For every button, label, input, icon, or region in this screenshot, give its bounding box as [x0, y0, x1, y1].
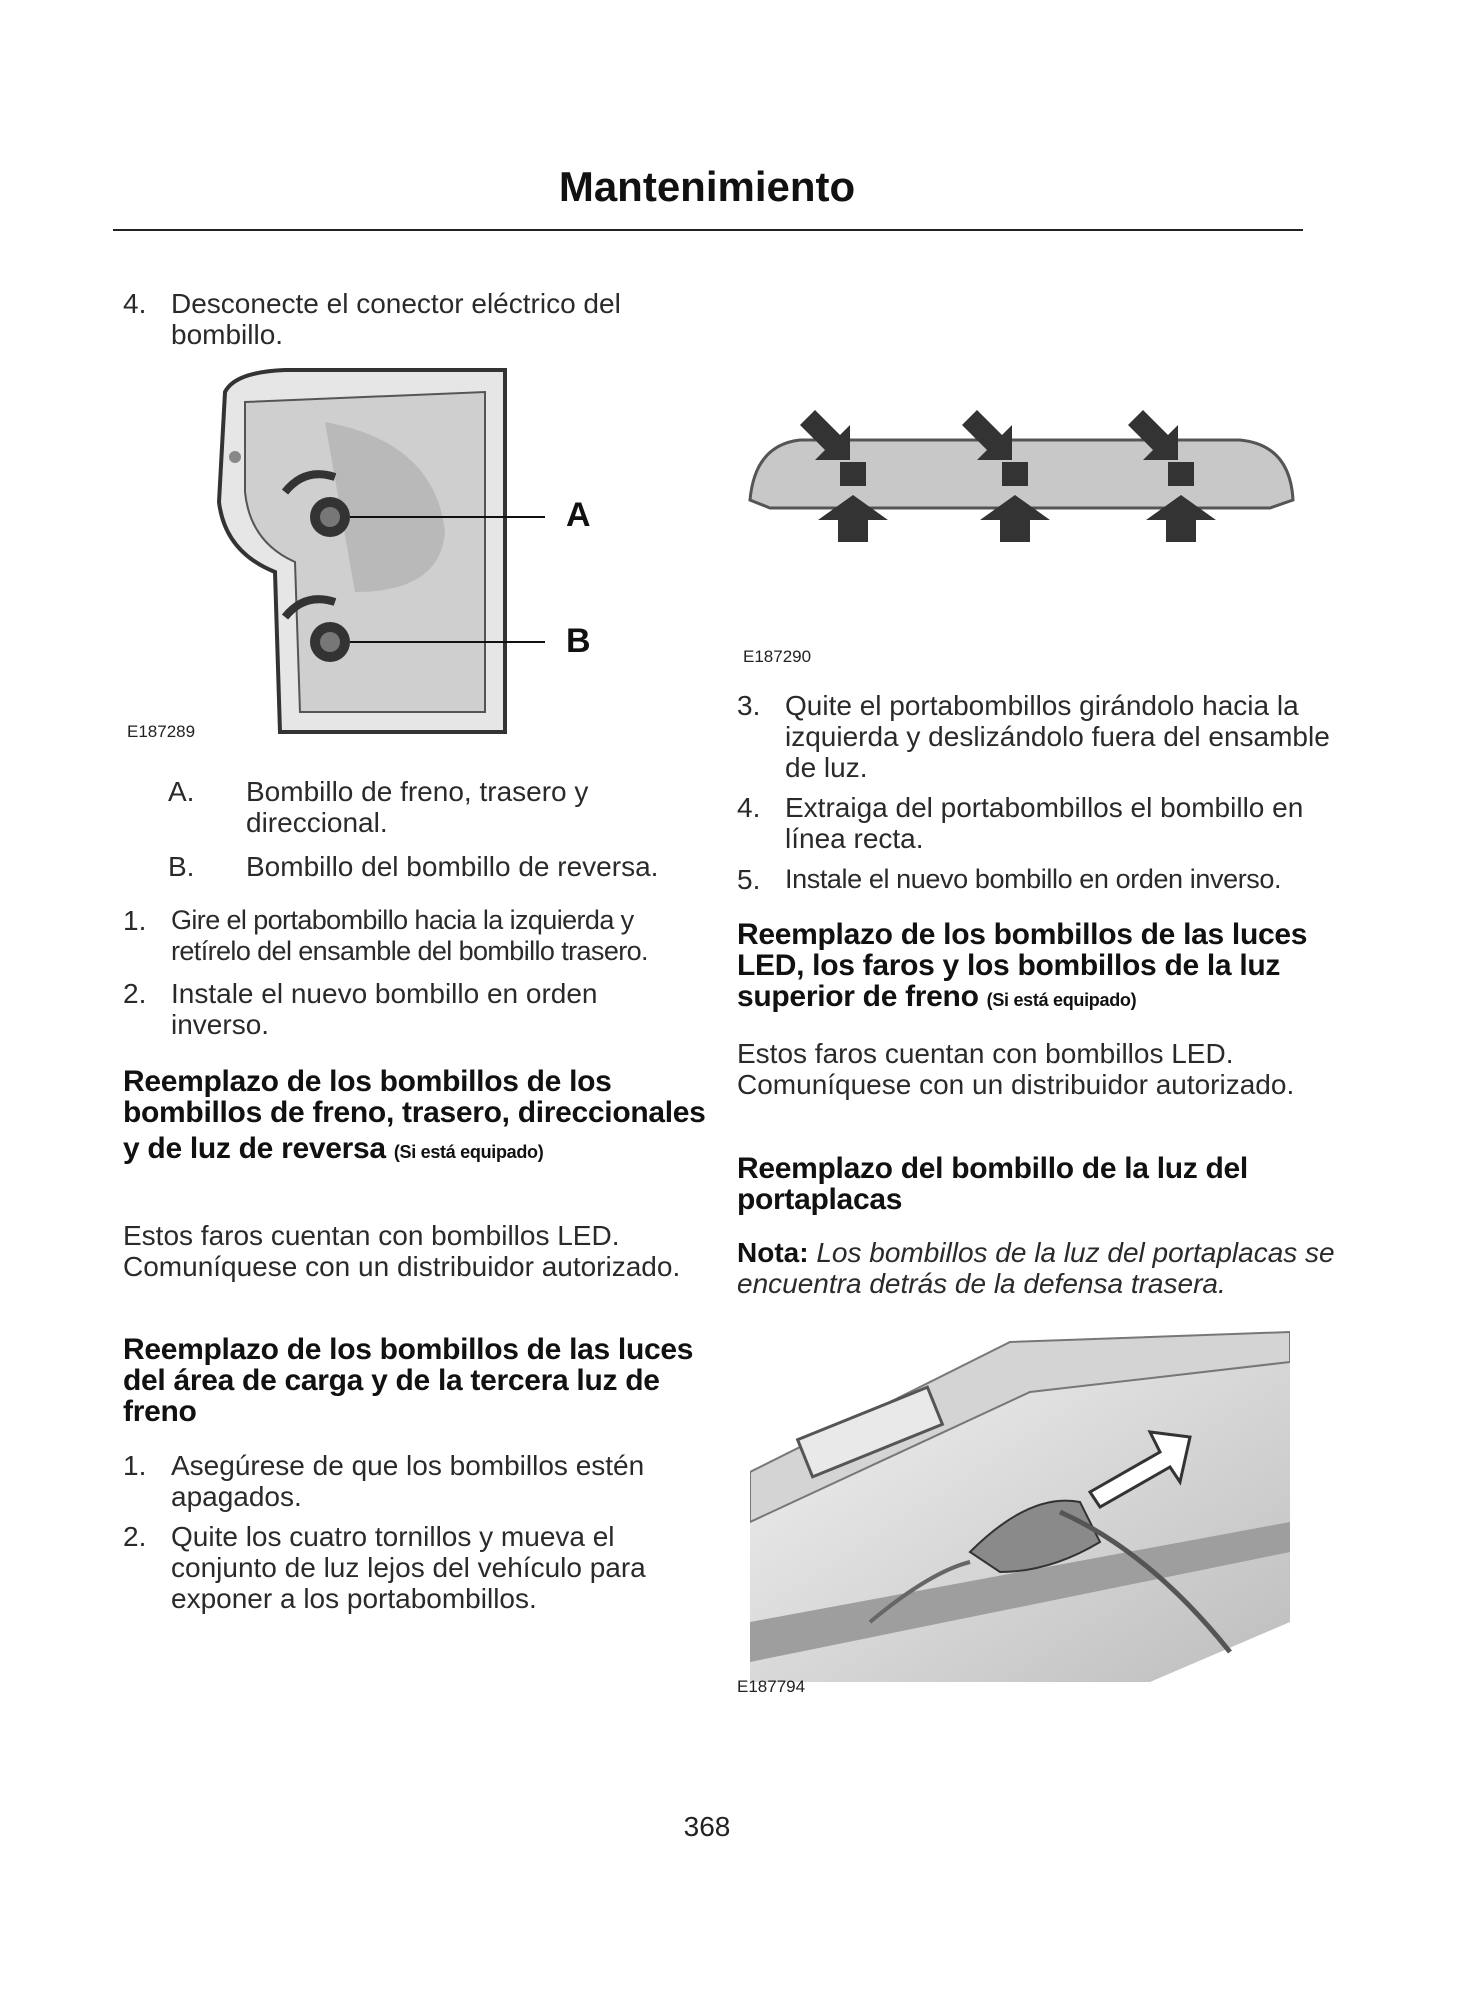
figure-caption: E187794 — [737, 1677, 806, 1696]
step-text: Asegúrese de que los bombillos estén apagados. — [171, 1450, 645, 1512]
step-number: 4. — [123, 288, 147, 319]
page-number: 368 — [683, 1811, 731, 1842]
paragraph: Estos faros cuentan con bombillos LED. Comuníquese con un distribuidor autorizado. — [123, 1220, 681, 1282]
section-heading: Reemplazo del bombillo de la luz del portaplacas — [737, 1152, 1248, 1216]
note-label: Nota: — [737, 1237, 809, 1268]
step-text: Instale el nuevo bombillo en orden inverso. — [785, 864, 1282, 894]
step-text: Extraiga del portabombillos el bombillo en línea recta. — [785, 792, 1304, 854]
section-heading — [737, 919, 1337, 1016]
step-number: 1. — [123, 905, 147, 936]
note-text: Los bombillos de la luz del portaplacas se encuentra detrás de la defensa trasera. — [737, 1237, 1335, 1299]
header-divider — [113, 229, 1303, 231]
figure-caption: E187289 — [127, 722, 196, 741]
heading-suffix: (Si está equipado) — [393, 1142, 544, 1162]
step-number: 3. — [737, 690, 761, 721]
step-number: 2. — [123, 978, 147, 1009]
third-brake-light-illustration — [740, 400, 1300, 550]
step-number: 1. — [123, 1450, 147, 1481]
figure-label-b: B — [566, 622, 591, 660]
figure-label-a: A — [566, 496, 591, 534]
step-text: Quite los cuatro tornillos y mueva el conjunto de luz lejos del vehículo para exponer a los portabombillos. — [171, 1521, 646, 1614]
page-title: Mantenimiento — [558, 163, 856, 210]
heading-suffix: (Si está equipado) — [986, 990, 1137, 1010]
legend-text: Bombillo de freno, trasero y direccional. — [246, 776, 589, 838]
legend-key: B. — [168, 851, 195, 882]
step-text: Gire el portabombillo hacia la izquierda y retírelo del ensamble del bombillo trasero. — [171, 905, 648, 966]
step-number: 4. — [737, 792, 761, 823]
legend-key: A. — [168, 776, 195, 807]
license-plate-light-illustration — [750, 1322, 1290, 1687]
heading-text: Reemplazo de los bombillos de los bombillos de freno, trasero, direccionales y de luz de reversa — [123, 1065, 706, 1165]
section-heading — [123, 1066, 708, 1176]
section-heading: Reemplazo de los bombillos de las luces del área de carga y de la tercera luz de freno — [123, 1333, 694, 1428]
step-text: Desconecte el conector eléctrico del bombillo. — [171, 288, 621, 350]
note — [737, 1237, 1337, 1299]
heading-text: Reemplazo de los bombillos de las luces LED, los faros y los bombillos de la luz superior de freno — [737, 918, 1308, 1013]
paragraph: Estos faros cuentan con bombillos LED. Comuníquese con un distribuidor autorizado. — [737, 1038, 1295, 1100]
figure-caption: E187290 — [743, 647, 812, 666]
legend-text: Bombillo del bombillo de reversa. — [246, 851, 659, 882]
step-text: Instale el nuevo bombillo en orden inverso. — [171, 978, 598, 1040]
tail-lamp-illustration — [205, 362, 605, 747]
step-number: 2. — [123, 1521, 147, 1552]
step-text: Quite el portabombillos girándolo hacia la izquierda y deslizándolo fuera del ensamble de luz. — [785, 690, 1330, 783]
step-number: 5. — [737, 864, 761, 895]
